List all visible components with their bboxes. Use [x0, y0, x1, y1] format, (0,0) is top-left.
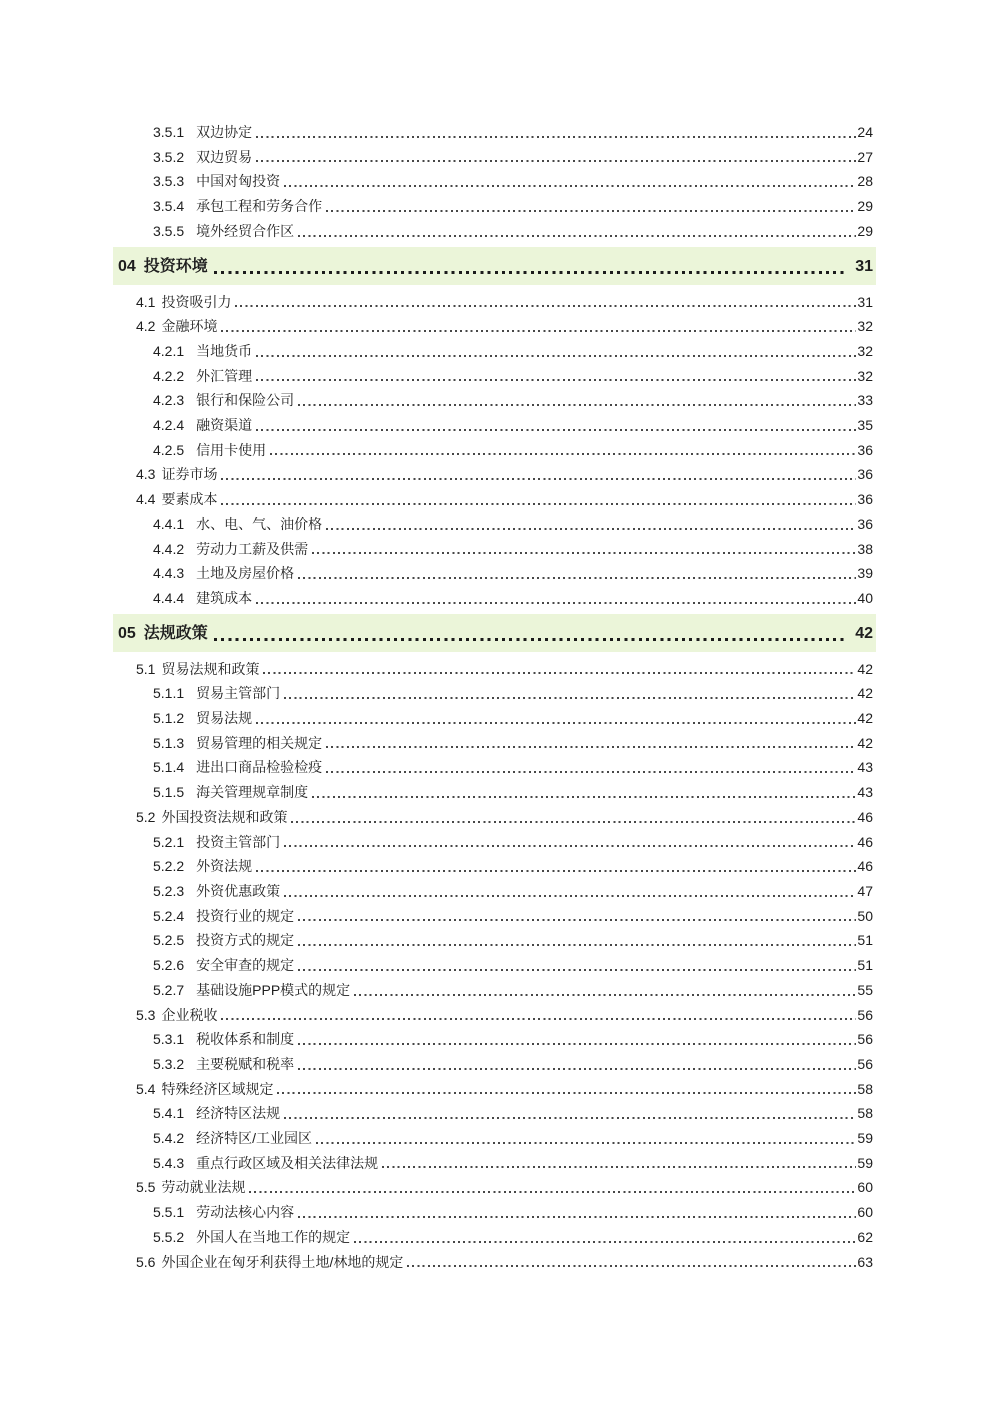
toc-entry-number: 5.2.4	[153, 907, 185, 924]
toc-entry-number: 4.4.3	[153, 565, 185, 582]
toc-entry-title: 主要税赋和税率	[196, 1055, 295, 1072]
toc-entry[interactable]	[113, 1250, 876, 1275]
toc-entry-title: 当地货币	[196, 342, 253, 359]
dotted-leader	[280, 169, 857, 194]
toc-entry[interactable]	[113, 755, 876, 780]
toc-page-number: 51	[857, 932, 873, 949]
toc-entry[interactable]	[113, 1027, 876, 1052]
toc-entry-number: 4.4.2	[153, 540, 185, 557]
toc-entry[interactable]	[113, 290, 876, 315]
toc-page-number: 42	[857, 734, 873, 751]
toc-entry-number: 4.1	[136, 293, 156, 310]
dotted-leader	[252, 706, 857, 731]
dotted-leader	[308, 780, 857, 805]
toc-entry[interactable]	[113, 1003, 876, 1028]
toc-page-number: 35	[857, 417, 873, 434]
dotted-leader	[217, 314, 857, 339]
toc-page-number: 50	[857, 907, 873, 924]
toc-entry-number: 5.1.3	[153, 734, 185, 751]
toc-entry[interactable]	[113, 1052, 876, 1077]
dotted-leader	[208, 258, 855, 275]
dotted-leader	[312, 1126, 857, 1151]
dotted-leader	[252, 586, 857, 611]
toc-entry[interactable]	[113, 586, 876, 611]
toc-entry-title: 中国对匈投资	[196, 173, 281, 190]
dotted-leader	[294, 904, 857, 929]
toc-page-number: 32	[857, 318, 873, 335]
dotted-leader	[294, 1200, 857, 1225]
toc-entry-number: 5.2.1	[153, 833, 185, 850]
toc-entry-number: 4.4.1	[153, 515, 185, 532]
toc-entry-number: 5.1.5	[153, 784, 185, 801]
toc-entry-number: 5.6	[136, 1253, 156, 1270]
toc-entry[interactable]	[113, 953, 876, 978]
toc-entry-number: 5.3	[136, 1006, 156, 1023]
toc-page-number: 42	[855, 624, 873, 642]
toc-entry[interactable]	[113, 731, 876, 756]
dotted-leader	[252, 364, 857, 389]
toc-entry[interactable]	[113, 438, 876, 463]
toc-entry-title: 金融环境	[161, 318, 218, 335]
toc-page-number: 51	[857, 957, 873, 974]
dotted-leader	[273, 1077, 857, 1102]
toc-entry[interactable]	[113, 928, 876, 953]
toc-entry-title: 劳动法核心内容	[196, 1204, 295, 1221]
toc-entry-title: 建筑成本	[196, 589, 253, 606]
toc-page-number: 58	[857, 1080, 873, 1097]
toc-entry[interactable]	[113, 169, 876, 194]
toc-page-number: 46	[857, 858, 873, 875]
toc-page-number: 62	[857, 1228, 873, 1245]
toc-entry[interactable]	[113, 1225, 876, 1250]
toc-entry-number: 5.1.1	[153, 685, 185, 702]
toc-entry-title: 投资环境	[143, 257, 208, 275]
toc-page-number: 47	[857, 882, 873, 899]
toc-entry-title: 贸易法规和政策	[161, 660, 260, 677]
toc-entry-title: 贸易管理的相关规定	[196, 734, 323, 751]
toc-entry-title: 海关管理规章制度	[196, 784, 309, 801]
toc-entry-number: 04	[118, 257, 136, 275]
toc-entry-title: 土地及房屋价格	[196, 565, 295, 582]
toc-list	[113, 120, 876, 1274]
toc-entry-title: 外汇管理	[196, 367, 253, 384]
toc-entry-title: 劳动力工薪及供需	[196, 540, 309, 557]
dotted-leader	[294, 928, 857, 953]
toc-entry-number: 5.2.7	[153, 981, 185, 998]
toc-entry-number: 5.4.1	[153, 1105, 185, 1122]
toc-page-number: 39	[857, 565, 873, 582]
dotted-leader	[403, 1250, 857, 1275]
dotted-leader	[217, 462, 857, 487]
toc-page-number: 29	[857, 222, 873, 239]
toc-entry-title: 要素成本	[161, 491, 218, 508]
dotted-leader	[280, 879, 857, 904]
toc-entry-number: 3.5.1	[153, 124, 185, 140]
toc-entry-number: 4.2.3	[153, 392, 185, 409]
toc-page-number: 42	[857, 710, 873, 727]
toc-entry-number: 5.2.3	[153, 882, 185, 899]
toc-page-number: 28	[857, 173, 873, 190]
toc-page-number: 56	[857, 1031, 873, 1048]
dotted-leader	[208, 625, 855, 642]
dotted-leader	[350, 1225, 857, 1250]
toc-page-number: 43	[857, 759, 873, 776]
dotted-leader	[294, 561, 857, 586]
toc-entry[interactable]	[113, 219, 876, 244]
toc-page-number: 55	[857, 981, 873, 998]
toc-entry[interactable]	[113, 364, 876, 389]
toc-entry[interactable]	[113, 978, 876, 1003]
toc-entry-title: 投资主管部门	[196, 833, 281, 850]
dotted-leader	[308, 537, 857, 562]
toc-entry[interactable]	[113, 1077, 876, 1102]
dotted-leader	[294, 388, 857, 413]
toc-page-number: 59	[857, 1130, 873, 1147]
toc-entry[interactable]	[113, 1175, 876, 1200]
toc-entry-title: 融资渠道	[196, 417, 253, 434]
toc-entry-number: 5.2.6	[153, 957, 185, 974]
toc-entry-number: 3.5.4	[153, 198, 185, 215]
toc-page-number: 43	[857, 784, 873, 801]
toc-entry-number: 4.2.4	[153, 417, 185, 434]
dotted-leader	[280, 1101, 857, 1126]
toc-entry[interactable]	[113, 487, 876, 512]
dotted-leader	[322, 755, 857, 780]
toc-page-number: 40	[857, 589, 873, 606]
toc-entry[interactable]	[113, 537, 876, 562]
dotted-leader	[294, 1052, 857, 1077]
dotted-leader	[322, 731, 857, 756]
toc-entry-number: 5.3.2	[153, 1055, 185, 1072]
dotted-leader	[280, 681, 857, 706]
toc-entry-number: 5.1.4	[153, 759, 185, 776]
toc-entry[interactable]	[113, 1151, 876, 1176]
dotted-leader	[322, 194, 857, 219]
toc-page-number: 60	[857, 1204, 873, 1221]
toc-entry-title: 投资吸引力	[161, 293, 232, 310]
dotted-leader	[350, 978, 857, 1003]
toc-entry-number: 5.4.3	[153, 1154, 185, 1171]
toc-page-number: 36	[857, 441, 873, 458]
toc-page-number: 46	[857, 833, 873, 850]
toc-entry-number: 5.1.2	[153, 710, 185, 727]
toc-entry[interactable]	[113, 512, 876, 537]
toc-entry-title: 基础设施PPP模式的规定	[196, 981, 351, 998]
toc-entry-number: 5.5	[136, 1179, 156, 1196]
toc-entry-number: 5.2	[136, 808, 156, 825]
toc-entry-title: 经济特区/工业园区	[196, 1130, 313, 1147]
toc-entry-title: 银行和保险公司	[196, 392, 295, 409]
toc-entry-number: 3.5.5	[153, 222, 185, 239]
toc-entry-number: 4.4.4	[153, 589, 185, 606]
toc-page-number: 24	[857, 124, 873, 140]
dotted-leader	[217, 487, 857, 512]
toc-entry-number: 3.5.2	[153, 148, 185, 165]
dotted-leader	[252, 339, 857, 364]
toc-entry-title: 外资法规	[196, 858, 253, 875]
toc-entry-number: 4.2.5	[153, 441, 185, 458]
toc-entry[interactable]	[113, 657, 876, 682]
toc-entry-number: 5.3.1	[153, 1031, 185, 1048]
dotted-leader	[252, 120, 857, 145]
dotted-leader	[252, 145, 857, 170]
toc-entry-title: 投资方式的规定	[196, 932, 295, 949]
toc-entry-title: 双边贸易	[196, 148, 253, 165]
toc-page-number: 32	[857, 342, 873, 359]
toc-page-number: 42	[857, 660, 873, 677]
toc-entry[interactable]	[113, 194, 876, 219]
toc-entry-title: 劳动就业法规	[161, 1179, 246, 1196]
toc-page-number: 36	[857, 491, 873, 508]
toc-entry-number: 5.2.5	[153, 932, 185, 949]
dotted-leader	[287, 805, 857, 830]
toc-page-number: 27	[857, 148, 873, 165]
toc-page-number: 63	[857, 1253, 873, 1270]
toc-entry-number: 3.5.3	[153, 173, 185, 190]
toc-entry-title: 安全审查的规定	[196, 957, 295, 974]
toc-entry[interactable]	[113, 1200, 876, 1225]
dotted-leader	[231, 290, 857, 315]
toc-entry[interactable]	[113, 462, 876, 487]
toc-page-number: 59	[857, 1154, 873, 1171]
toc-entry-number: 05	[118, 624, 136, 642]
dotted-leader	[294, 953, 857, 978]
toc-page-number: 60	[857, 1179, 873, 1196]
toc-page-number: 36	[857, 515, 873, 532]
toc-entry[interactable]	[113, 805, 876, 830]
toc-entry-title: 外资优惠政策	[196, 882, 281, 899]
toc-entry[interactable]	[113, 120, 876, 145]
toc-entry[interactable]	[113, 561, 876, 586]
dotted-leader	[294, 219, 857, 244]
toc-entry[interactable]	[113, 1126, 876, 1151]
dotted-leader	[266, 438, 857, 463]
toc-entry-title: 外国企业在匈牙利获得土地/林地的规定	[161, 1253, 404, 1270]
toc-entry-number: 4.4	[136, 491, 156, 508]
toc-page-number: 56	[857, 1055, 873, 1072]
toc-page-number: 36	[857, 466, 873, 483]
dotted-leader	[259, 657, 857, 682]
toc-entry[interactable]	[113, 145, 876, 170]
toc-entry-title: 境外经贸合作区	[196, 222, 295, 239]
toc-entry-title: 进出口商品检验检疫	[196, 759, 323, 776]
toc-page-number: 31	[857, 293, 873, 310]
toc-entry-number: 5.5.1	[153, 1204, 185, 1221]
toc-entry[interactable]	[113, 706, 876, 731]
toc-page-number: 46	[857, 808, 873, 825]
toc-entry-number: 5.1	[136, 660, 156, 677]
toc-entry[interactable]	[113, 388, 876, 413]
toc-entry-title: 特殊经济区域规定	[161, 1080, 274, 1097]
toc-entry[interactable]	[113, 681, 876, 706]
toc-page-number: 31	[855, 257, 873, 275]
toc-entry-title: 外国投资法规和政策	[161, 808, 288, 825]
toc-entry[interactable]	[113, 830, 876, 855]
toc-entry-title: 水、电、气、油价格	[196, 515, 323, 532]
toc-entry-title: 经济特区法规	[196, 1105, 281, 1122]
toc-entry-number: 5.4.2	[153, 1130, 185, 1147]
toc-entry-title: 企业税收	[161, 1006, 218, 1023]
toc-entry-number: 5.5.2	[153, 1228, 185, 1245]
dotted-leader	[294, 1027, 857, 1052]
dotted-leader	[252, 854, 857, 879]
toc-page-number: 29	[857, 198, 873, 215]
toc-entry[interactable]	[113, 413, 876, 438]
toc-entry-title: 重点行政区域及相关法律法规	[196, 1154, 379, 1171]
toc-page-number: 58	[857, 1105, 873, 1122]
toc-entry[interactable]	[113, 904, 876, 929]
dotted-leader	[280, 830, 857, 855]
dotted-leader	[217, 1003, 857, 1028]
toc-entry-number: 4.2.1	[153, 342, 185, 359]
toc-entry-title: 法规政策	[143, 624, 208, 642]
toc-entry-title: 证券市场	[161, 466, 218, 483]
toc-entry-number: 4.2	[136, 318, 156, 335]
toc-entry-number: 4.2.2	[153, 367, 185, 384]
toc-entry-title: 承包工程和劳务合作	[196, 198, 323, 215]
toc-entry[interactable]	[113, 314, 876, 339]
toc-entry[interactable]	[113, 854, 876, 879]
toc-entry-number: 5.4	[136, 1080, 156, 1097]
dotted-leader	[252, 413, 857, 438]
toc-entry-title: 双边协定	[196, 124, 253, 140]
dotted-leader	[378, 1151, 857, 1176]
toc-page-number: 42	[857, 685, 873, 702]
dotted-leader	[322, 512, 857, 537]
toc-entry-title: 贸易主管部门	[196, 685, 281, 702]
toc-entry-title: 贸易法规	[196, 710, 253, 727]
toc-entry-title: 投资行业的规定	[196, 907, 295, 924]
toc-entry[interactable]	[113, 879, 876, 904]
toc-chapter-entry[interactable]	[113, 614, 876, 652]
toc-entry[interactable]	[113, 780, 876, 805]
toc-chapter-entry[interactable]	[113, 247, 876, 285]
toc-entry-number: 4.3	[136, 466, 156, 483]
toc-entry-title: 外国人在当地工作的规定	[196, 1228, 351, 1245]
toc-page-number: 32	[857, 367, 873, 384]
toc-page-number: 38	[857, 540, 873, 557]
toc-entry[interactable]	[113, 1101, 876, 1126]
toc-page-number: 56	[857, 1006, 873, 1023]
toc-page-number: 33	[857, 392, 873, 409]
toc-entry-title: 税收体系和制度	[196, 1031, 295, 1048]
toc-entry[interactable]	[113, 339, 876, 364]
dotted-leader	[245, 1175, 857, 1200]
toc-entry-title: 信用卡使用	[196, 441, 267, 458]
toc-entry-number: 5.2.2	[153, 858, 185, 875]
